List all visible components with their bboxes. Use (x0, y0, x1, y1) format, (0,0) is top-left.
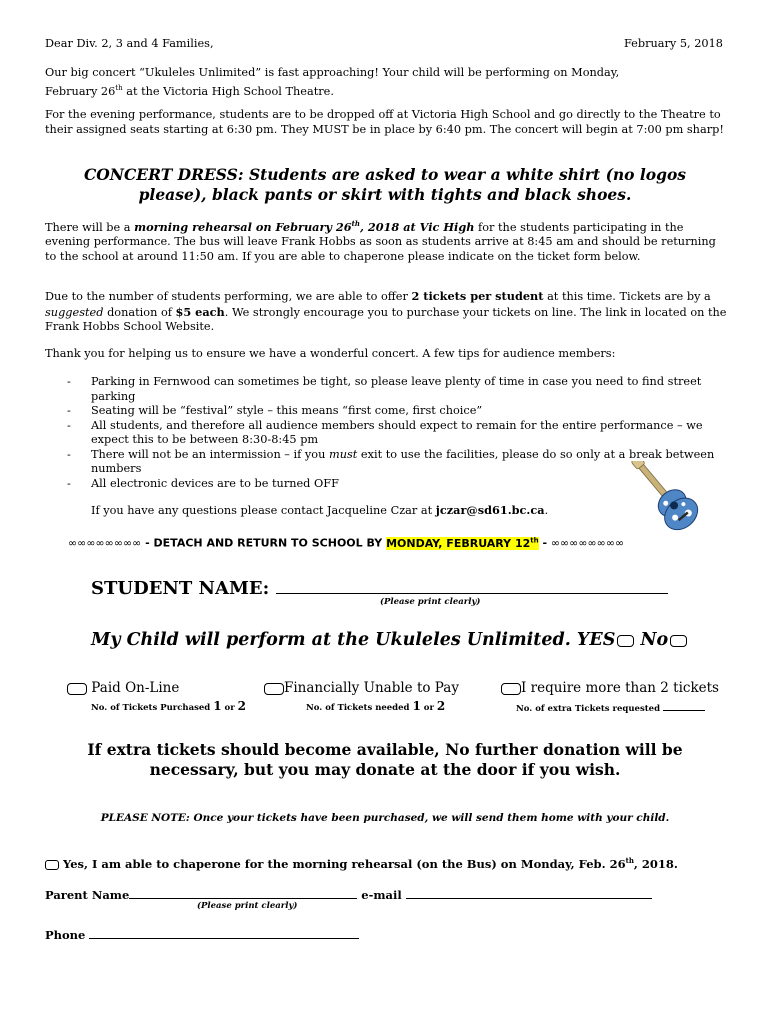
paid-online-count: No. of Tickets Purchased 1 or 2 (91, 699, 246, 713)
detach-wave-right: ∞∞∞∞∞∞∞∞ (550, 536, 625, 550)
no-checkbox[interactable] (670, 635, 687, 647)
tip-item: - Parking in Fernwood can sometimes be tight, so please leave plenty of time in case you need to find street parking (45, 375, 727, 404)
option-financially-unable: Financially Unable to Pay (264, 680, 459, 696)
extra-tickets-count: No. of extra Tickets requested (516, 701, 705, 714)
tip-item: - All students, and therefore all audience members should expect to remain for the entire performance – we expect this to be between 8:30-8:45 pm (45, 419, 727, 448)
print-clearly-note-2: (Please print clearly) (197, 901, 298, 911)
concert-dress: CONCERT DRESS: Students are asked to wear a white shirt (no logos please), black pants or skirt with tights and black shoes. (83, 165, 687, 204)
contact-email[interactable]: jczar@sd61.bc.ca (435, 503, 545, 517)
intro-line-1: Our big concert “Ukuleles Unlimited” is fast approaching! Your child will be performing on Monday, (45, 66, 620, 79)
parent-name-field[interactable] (129, 886, 357, 899)
detach-line: ∞∞∞∞∞∞∞∞ - DETACH AND RETURN TO SCHOOL BY MONDAY, FEBRUARY 12th - ∞∞∞∞∞∞∞∞ (68, 536, 625, 550)
chaperone-row: Yes, I am able to chaperone for the morning rehearsal (on the Bus) on Monday, Feb. 26th, 2018. (45, 856, 678, 871)
tip-item: - Seating will be “festival” style – this means “first come, first choice” (45, 404, 727, 419)
detach-wave-left: ∞∞∞∞∞∞∞∞ (68, 536, 142, 550)
perform-question: My Child will perform at the Ukuleles Unlimited. YES No (91, 630, 687, 650)
extra-tickets-field[interactable] (663, 701, 705, 711)
please-note: PLEASE NOTE: Once your tickets have been purchased, we will send them home with your child. (100, 812, 670, 824)
paid-online-checkbox[interactable] (67, 683, 87, 695)
ukulele-image (626, 461, 708, 533)
return-deadline: MONDAY, FEBRUARY 12th (386, 536, 539, 550)
email-label: e-mail (357, 888, 406, 902)
yes-checkbox[interactable] (617, 635, 634, 647)
student-name-row (91, 575, 668, 599)
option-more-tickets: I require more than 2 tickets (501, 680, 719, 696)
financially-unable-count: No. of Tickets needed 1 or 2 (306, 699, 446, 713)
audience-tips (45, 375, 727, 491)
rehearsal-paragraph: There will be a morning rehearsal on February 26th, 2018 at Vic High for the students participating in the evening performance. The bus will leave Frank Hobbs as soon as students arrive at 8:45 am and should be returning to the school at around 11:50 am. If you are able to chaperone please indicate on the ticket form below. (45, 219, 716, 263)
intro-paragraph (45, 66, 725, 99)
contact-text: If you have any questions please contact Jacqueline Czar at jczar@sd61.bc.ca. (91, 503, 549, 517)
extra-tickets-statement: If extra tickets should become available, No further donation will be necessary, but you may donate at the door if you wish. (87, 740, 683, 779)
parent-row (45, 886, 652, 902)
more-tickets-checkbox[interactable] (501, 683, 521, 695)
financially-unable-checkbox[interactable] (264, 683, 284, 695)
chaperone-checkbox[interactable] (45, 860, 59, 870)
print-clearly-note: (Please print clearly) (380, 597, 481, 607)
tip-item: - There will not be an intermission – if you must exit to use the facilities, please do so only at a break between numbers (45, 448, 727, 477)
intro-line-2: February 26th at the Victoria High School Theatre. (45, 83, 334, 98)
phone-label: Phone (45, 928, 90, 942)
letter-date: February 5, 2018 (623, 37, 723, 50)
option-paid-online: Paid On-Line (67, 680, 179, 696)
tip-item: - All electronic devices are to be turned OFF (45, 477, 727, 492)
student-name-field[interactable] (276, 575, 668, 594)
thanks-text: Thank you for helping us to ensure we have a wonderful concert. A few tips for audience members: (45, 347, 616, 360)
parent-name-label: Parent Name (45, 888, 130, 902)
salutation: Dear Div. 2, 3 and 4 Families, (45, 37, 214, 50)
student-name-label: STUDENT NAME: (91, 578, 276, 599)
tickets-paragraph: Due to the number of students performing, we are able to offer 2 tickets per student at this time. Tickets are by a suggested donation of $5 each. We strongly encourage you to purchase your tickets on line. The link in located on the Frank Hobbs School Website. (45, 289, 727, 333)
email-field[interactable] (406, 886, 652, 899)
phone-row (45, 926, 359, 942)
phone-field[interactable] (89, 926, 359, 939)
evening-paragraph: For the evening performance, students are to be dropped off at Victoria High School and go directly to the Theatre to their assigned seats starting at 6:30 pm. They MUST be in place by 6:40 pm. The concert will begin at 7:00 pm sharp! (45, 108, 724, 136)
